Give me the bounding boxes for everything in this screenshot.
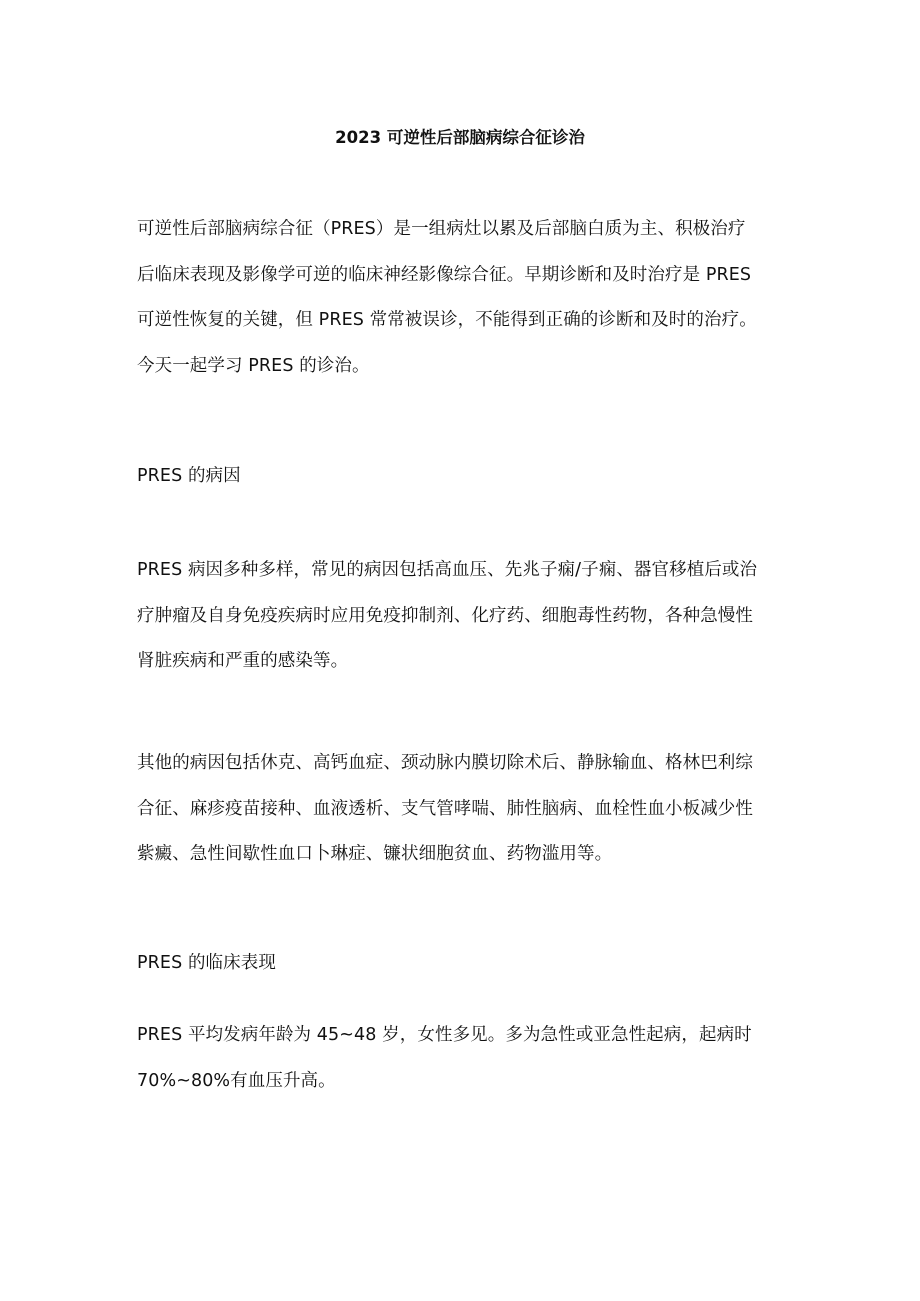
paragraph-line: 肾脏疾病和严重的感染等。 bbox=[137, 651, 349, 671]
clinical-paragraph-1 bbox=[137, 1013, 797, 1104]
paragraph-line: PRES 病因多种多样，常见的病因包括高血压、先兆子痫/子痫、器官移植后或治 bbox=[137, 560, 758, 580]
paragraph-line: 其他的病因包括休克、高钙血症、颈动脉内膜切除术后、静脉输血、格林巴利综 bbox=[137, 753, 753, 773]
paragraph-line: 70%~80%有血压升高。 bbox=[137, 1070, 336, 1091]
intro-line: 今天一起学习 PRES 的诊治。 bbox=[137, 355, 370, 376]
paragraph-line: 疗肿瘤及自身免疫疾病时应用免疫抑制剂、化疗药、细胞毒性药物，各种急慢性 bbox=[137, 605, 753, 626]
intro-paragraph bbox=[137, 207, 797, 389]
document-title: 2023 可逆性后部脑病综合征诊治 bbox=[335, 128, 585, 147]
clinical-heading: PRES 的临床表现 bbox=[137, 953, 276, 973]
clinical-heading-block bbox=[137, 948, 797, 978]
etiology-heading: PRES 的病因 bbox=[137, 466, 241, 486]
etiology-paragraph-1 bbox=[137, 548, 797, 685]
etiology-paragraph-2 bbox=[137, 741, 797, 878]
intro-line: 可逆性恢复的关键，但 PRES 常常被误诊，不能得到正确的诊断和及时的治疗。 bbox=[137, 310, 757, 330]
paragraph-line: 合征、麻疹疫苗接种、血液透析、支气管哮喘、肺性脑病、血栓性血小板减少性 bbox=[137, 798, 753, 819]
paragraph-line: 紫癜、急性间歇性血口卜琳症、镰状细胞贫血、药物滥用等。 bbox=[137, 844, 613, 864]
etiology-heading-block bbox=[137, 461, 797, 491]
paragraph-line: PRES 平均发病年龄为 45~48 岁，女性多见。多为急性或亚急性起病，起病时 bbox=[137, 1025, 752, 1045]
intro-line: 后临床表现及影像学可逆的临床神经影像综合征。早期诊断和及时治疗是 PRES bbox=[137, 264, 752, 285]
intro-line: 可逆性后部脑病综合征（PRES）是一组病灶以累及后部脑白质为主、积极治疗 bbox=[137, 219, 746, 239]
